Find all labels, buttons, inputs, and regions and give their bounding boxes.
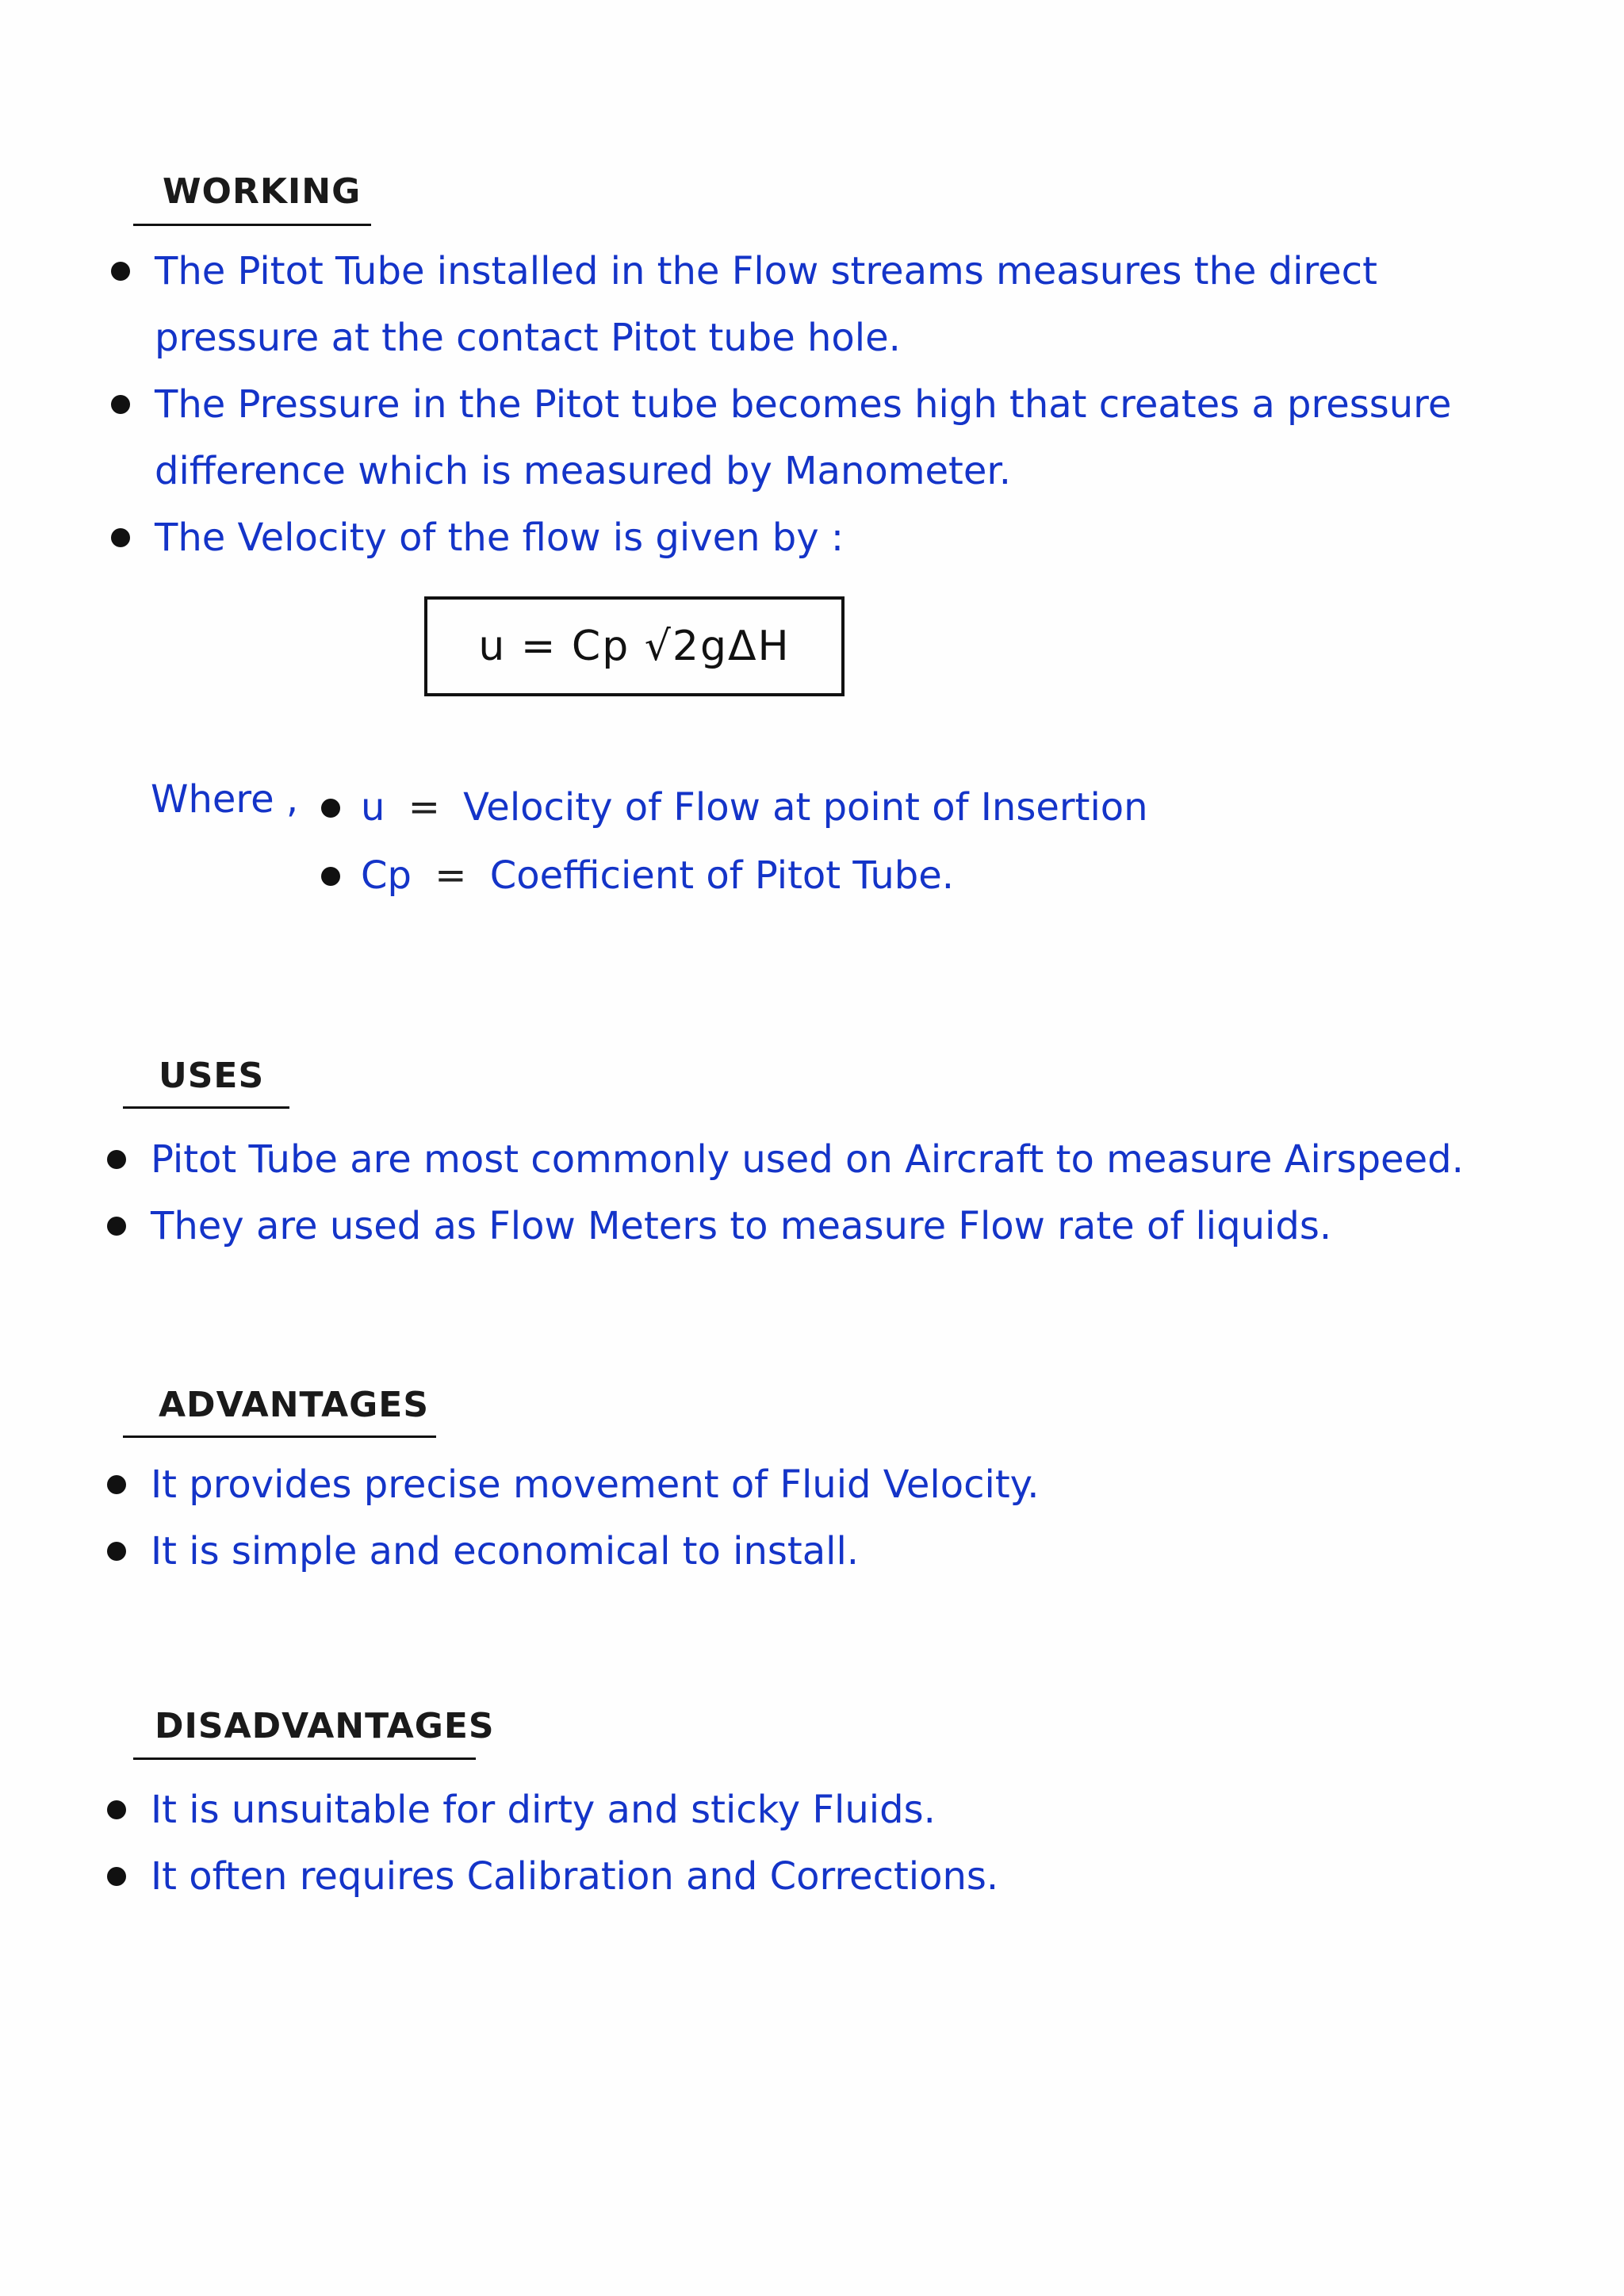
definition-cp-meaning: Coefficient of Pitot Tube. — [489, 853, 955, 898]
definition-u-equals: = — [408, 785, 440, 830]
uses-bullet-1-text: Pitot Tube are most commonly used on Aircraft to measure Airspeed. — [151, 1137, 1464, 1182]
bullet-dot — [111, 395, 130, 414]
bullet-dot — [107, 1217, 126, 1236]
working-heading-underline — [133, 224, 371, 226]
working-bullet-1-text: The Pitot Tube installed in the Flow streams measures the direct pressure at the contact Pitot tube hole. — [155, 249, 1377, 360]
advantages-bullet-2-text: It is simple and economical to install. — [151, 1529, 860, 1573]
formula-box — [424, 596, 845, 696]
where-label: Where , — [151, 777, 299, 822]
working-bullet-2-text: The Pressure in the Pitot tube becomes high that creates a pressure difference which is measured by Manometer. — [155, 382, 1452, 493]
uses-heading-underline — [123, 1106, 289, 1109]
disadvantages-bullet-1 — [107, 1777, 1534, 1843]
definition-cp-equals: = — [435, 853, 467, 898]
definition-u — [321, 773, 1148, 841]
definition-list — [321, 773, 1148, 910]
bullet-dot — [107, 1150, 126, 1169]
bullet-dot — [321, 867, 340, 886]
bullet-dot — [107, 1800, 126, 1819]
working-bullet-2 — [111, 371, 1503, 504]
velocity-formula: u = Cp √2gΔH — [478, 623, 791, 670]
advantages-bullet-list — [107, 1451, 1534, 1585]
disadvantages-bullet-2 — [107, 1843, 1534, 1910]
disadvantages-bullet-list — [107, 1777, 1534, 1910]
disadvantages-bullet-1-text: It is unsuitable for dirty and sticky Fluids. — [151, 1788, 936, 1832]
bullet-dot — [321, 799, 340, 818]
disadvantages-bullet-2-text: It often requires Calibration and Corrections. — [151, 1854, 999, 1899]
definition-u-meaning: Velocity of Flow at point of Insertion — [463, 785, 1148, 830]
advantages-bullet-1 — [107, 1451, 1534, 1518]
disadvantages-heading-underline — [133, 1757, 476, 1760]
definition-cp-symbol: Cp — [361, 853, 412, 898]
disadvantages-heading: DISADVANTAGES — [155, 1706, 495, 1746]
uses-bullet-2 — [107, 1193, 1534, 1259]
working-bullet-list — [111, 238, 1507, 571]
working-bullet-1 — [111, 238, 1503, 371]
uses-bullet-2-text: They are used as Flow Meters to measure Flow rate of liquids. — [151, 1204, 1332, 1248]
advantages-heading-underline — [123, 1435, 436, 1438]
working-bullet-3 — [111, 504, 1507, 571]
bullet-dot — [107, 1542, 126, 1561]
bullet-dot — [111, 528, 130, 547]
advantages-heading: ADVANTAGES — [159, 1385, 430, 1425]
definition-u-symbol: u — [361, 785, 385, 830]
uses-bullet-list — [107, 1126, 1534, 1259]
advantages-bullet-2 — [107, 1518, 1534, 1585]
bullet-dot — [107, 1867, 126, 1886]
bullet-dot — [107, 1475, 126, 1494]
working-heading: WORKING — [163, 171, 362, 212]
bullet-dot — [111, 262, 130, 281]
definition-cp — [321, 841, 1148, 910]
uses-bullet-1 — [107, 1126, 1534, 1193]
uses-heading: USES — [159, 1056, 265, 1096]
working-bullet-3-text: The Velocity of the flow is given by : — [155, 516, 845, 560]
advantages-bullet-1-text: It provides precise movement of Fluid Velocity. — [151, 1462, 1040, 1507]
